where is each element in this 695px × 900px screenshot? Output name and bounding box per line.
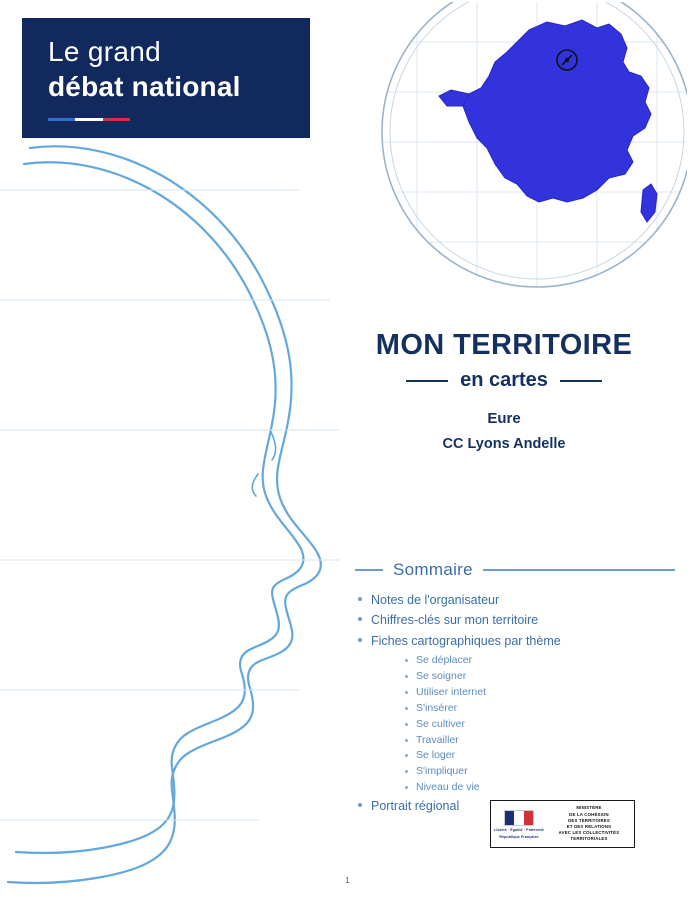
list-item[interactable]: [403, 748, 675, 764]
table-of-contents: [355, 560, 675, 817]
toc-list: [355, 590, 675, 817]
logo-line-1: Le grand: [48, 36, 161, 67]
ministry-line: DES TERRITOIRES: [568, 817, 610, 823]
toc-subitem-label: Se soigner: [416, 669, 467, 682]
french-flag-icon: [504, 810, 534, 826]
list-item[interactable]: [403, 717, 675, 733]
flag-blue: [505, 811, 514, 825]
face-profile-outline-illustration: [0, 130, 400, 900]
toc-item-label: Portrait régional: [371, 799, 460, 814]
page-subtitle: en cartes: [460, 369, 548, 392]
ministry-line: TERRITORIALES: [570, 836, 608, 842]
devise-text: Liberté · Égalité · Fraternité: [494, 827, 544, 832]
ministry-name-block: [547, 805, 634, 842]
list-item[interactable]: [403, 701, 675, 717]
list-item[interactable]: [403, 780, 675, 796]
toc-subitem-label: Se loger: [416, 749, 456, 762]
list-item[interactable]: [355, 590, 675, 610]
toc-subitem-label: Se déplacer: [416, 653, 473, 666]
subtitle-row: [330, 369, 678, 392]
toc-subitem-label: S'impliquer: [416, 765, 468, 778]
france-map-circle: [377, 2, 687, 292]
toc-dash-left: [355, 569, 383, 571]
ministry-line: ET DES RELATIONS: [566, 824, 612, 829]
list-item[interactable]: [403, 764, 675, 780]
page-number: 1: [345, 876, 350, 885]
toc-subitem-label: Travailler: [416, 733, 459, 746]
subtitle-dash-right: [560, 380, 602, 382]
toc-title: Sommaire: [393, 560, 473, 579]
territory-name: CC Lyons Andelle: [442, 436, 566, 453]
toc-item-label: Chiffres-clés sur mon territoire: [371, 613, 539, 628]
department-name: Eure: [487, 410, 521, 428]
list-item[interactable]: [403, 669, 675, 685]
list-item[interactable]: [403, 733, 675, 749]
republique-francaise-block: [491, 809, 547, 840]
title-block: [330, 330, 678, 452]
list-item[interactable]: [355, 631, 675, 797]
list-item[interactable]: [403, 653, 675, 669]
toc-header: [355, 560, 675, 580]
flag-red: [524, 811, 533, 825]
list-item[interactable]: [403, 685, 675, 701]
toc-item-label: Notes de l'organisateur: [371, 593, 500, 607]
ministry-logo: [490, 800, 635, 848]
ministry-line: MINISTÈRE: [576, 805, 602, 811]
rule-blue-segment: [48, 118, 75, 121]
toc-sublist: [371, 653, 675, 797]
toc-subitem-label: S'insérer: [416, 701, 458, 714]
toc-item-label: Fiches cartographiques par thème: [371, 633, 561, 648]
ministry-line: DE LA COHÉSION: [569, 811, 609, 817]
toc-dash-right: [483, 569, 675, 571]
toc-subitem-label: Niveau de vie: [416, 781, 480, 794]
ministry-line: AVEC LES COLLECTIVITÉS: [558, 830, 620, 836]
rule-white-segment: [75, 118, 102, 121]
rule-red-segment: [103, 118, 130, 121]
toc-subitem-label: Se cultiver: [416, 717, 466, 730]
flag-white: [514, 811, 523, 825]
logo-line-2: débat national: [48, 71, 241, 103]
list-item[interactable]: [355, 610, 675, 630]
republique-text: République Française: [499, 834, 539, 839]
subtitle-dash-left: [406, 380, 448, 382]
toc-subitem-label: Utiliser internet: [416, 685, 487, 698]
page-title: MON TERRITOIRE: [375, 329, 633, 361]
tricolor-rule: [48, 118, 130, 121]
grand-debat-logo: [22, 18, 310, 138]
